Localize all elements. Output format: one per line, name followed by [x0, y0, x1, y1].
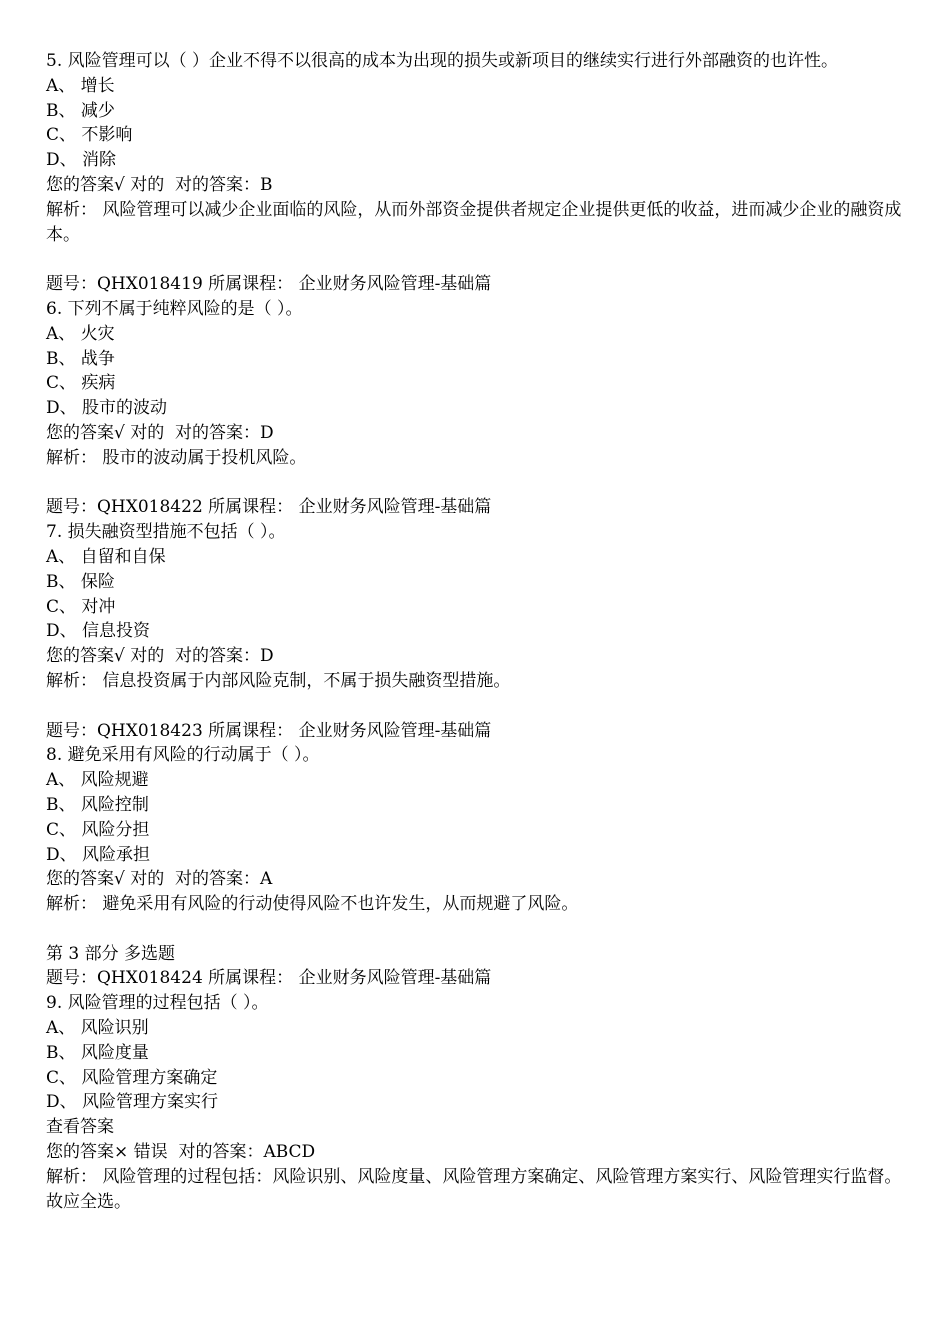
option-c: C、 不影响 — [46, 125, 133, 146]
answer-result: 您的答案√ 对的 对的答案：B — [46, 174, 273, 195]
question-block — [46, 272, 906, 470]
answer-result: 您的答案√ 对的 对的答案：D — [46, 422, 274, 443]
option-d: D、 消除 — [46, 150, 117, 171]
answer-analysis: 解析： 风险管理的过程包括：风险识别、风险度量、风险管理方案确定、风险管理方案实行、风险管理实行监督。故应全选。 — [46, 1166, 902, 1212]
option-a: A、 火灾 — [46, 323, 115, 344]
question-text: 6. 下列不属于纯粹风险的是（ ）。 — [46, 298, 303, 319]
option-d: D、 信息投资 — [46, 621, 151, 642]
section-title: 第 3 部分 多选题 — [46, 943, 176, 964]
question-header: 题号：QHX018419 所属课程： 企业财务风险管理-基础篇 — [46, 274, 492, 295]
question-header: 题号：QHX018424 所属课程： 企业财务风险管理-基础篇 — [46, 968, 492, 989]
option-a: A、 自留和自保 — [46, 546, 166, 567]
question-block — [46, 495, 906, 693]
option-c: C、 风险管理方案确定 — [46, 1067, 218, 1088]
document-page — [46, 49, 906, 1214]
option-d: D、 风险管理方案实行 — [46, 1092, 219, 1113]
option-c: C、 风险分担 — [46, 819, 150, 840]
option-a: A、 增长 — [46, 75, 115, 96]
question-block — [46, 719, 906, 917]
question-header: 题号：QHX018422 所属课程： 企业财务风险管理-基础篇 — [46, 497, 492, 518]
answer-analysis: 解析： 信息投资属于内部风险克制，不属于损失融资型措施。 — [46, 670, 511, 691]
option-b: B、 风险度量 — [46, 1042, 149, 1063]
option-d: D、 风险承担 — [46, 844, 151, 865]
question-text: 7. 损失融资型措施不包括（ ）。 — [46, 522, 286, 543]
question-text: 9. 风险管理的过程包括（ ）。 — [46, 993, 269, 1014]
option-c: C、 疾病 — [46, 373, 116, 394]
option-b: B、 减少 — [46, 100, 115, 121]
spacer — [46, 247, 906, 272]
question-text: 5. 风险管理可以（ ）企业不得不以很高的成本为出现的损失或新项目的继续实行进行外部融资的也许性。 — [46, 51, 839, 71]
option-a: A、 风险识别 — [46, 1018, 149, 1039]
answer-result: 您的答案× 错误 对的答案：ABCD — [46, 1142, 316, 1163]
answer-analysis: 解析： 风险管理可以减少企业面临的风险，从而外部资金提供者规定企业提供更低的收益，进而减少企业的融资成本。 — [46, 199, 902, 245]
question-header: 题号：QHX018423 所属课程： 企业财务风险管理-基础篇 — [46, 720, 492, 741]
answer-result: 您的答案√ 对的 对的答案：A — [46, 869, 273, 890]
view-answer-link[interactable]: 查看答案 — [46, 1117, 114, 1138]
answer-analysis: 解析： 股市的波动属于投机风险。 — [46, 447, 307, 468]
spacer — [46, 471, 906, 496]
option-a: A、 风险规避 — [46, 770, 149, 791]
spacer — [46, 694, 906, 719]
option-d: D、 股市的波动 — [46, 398, 168, 419]
option-b: B、 风险控制 — [46, 794, 149, 815]
option-c: C、 对冲 — [46, 596, 116, 617]
spacer — [46, 917, 906, 942]
option-b: B、 战争 — [46, 348, 115, 369]
answer-result: 您的答案√ 对的 对的答案：D — [46, 646, 274, 667]
answer-analysis: 解析： 避免采用有风险的行动使得风险不也许发生，从而规避了风险。 — [46, 894, 579, 915]
question-block — [46, 966, 906, 1214]
question-text: 8. 避免采用有风险的行动属于（ ）。 — [46, 745, 320, 766]
option-b: B、 保险 — [46, 571, 115, 592]
question-block — [46, 49, 906, 247]
